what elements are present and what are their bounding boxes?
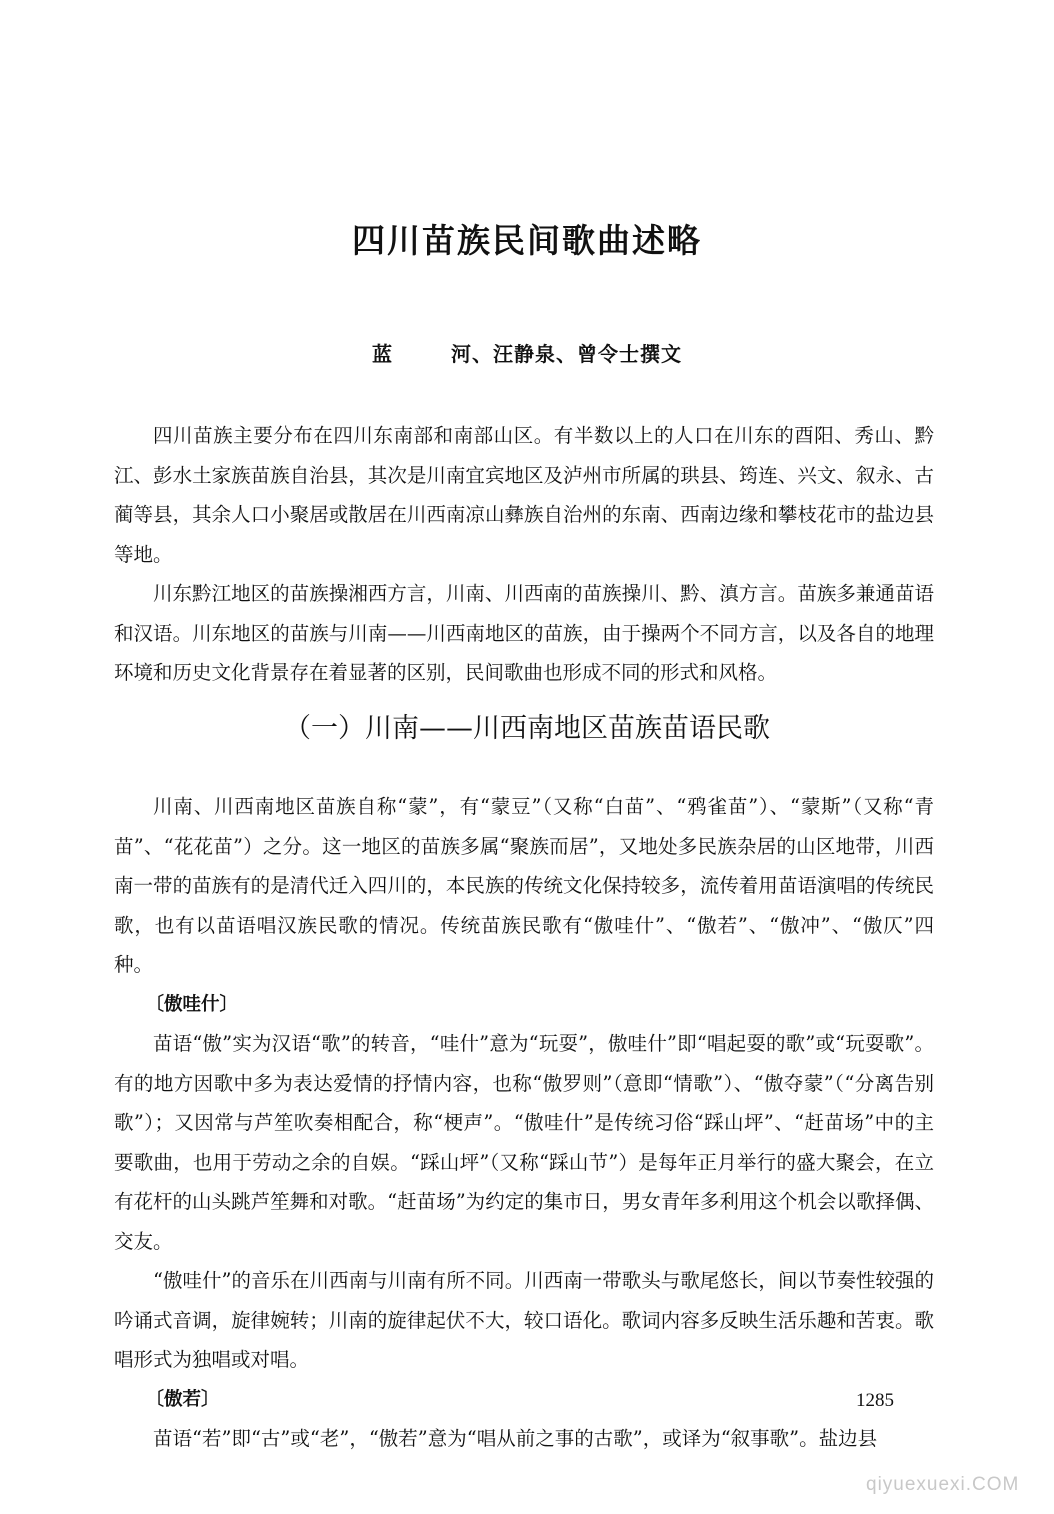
author-rest: 河、汪静泉、曾令士撰文 (450, 342, 682, 366)
subsection-paragraph: 苗语“若”即“古”或“老”，“傲若”意为“唱从前之事的古歌”，或译为“叙事歌”。盐边县 (153, 1427, 878, 1450)
document-title: 四川苗族民间歌曲述略 (352, 221, 702, 260)
subsection-label-aowashi: 〔傲哇什〕 (145, 993, 238, 1015)
subsection-paragraph: “傲哇什”的音乐在川西南与川南有所不同。川西南一带歌头与歌尾悠长，间以节奏性较强的吟诵式音调，旋律婉转；川南的旋律起伏不大，较口语化。歌词内容多反映生活乐趣和苦衷。歌唱形式为独唱或对唱。 (114, 1269, 934, 1371)
section-paragraph: 川南、川西南地区苗族自称“蒙”，有“蒙豆”（又称“白苗”、“鸦雀苗”）、“蒙斯”（又称“青苗”、“花花苗”）之分。这一地区的苗族多属“聚族而居”，又地处多民族杂居的山区地带，川西南一带的苗族有的是清代迁入四川的，本民族的传统文化保持较多，流传着用苗语演唱的传统民歌，也有以苗语唱汉族民歌的情况。传统苗族民歌有“傲哇什”、“傲若”、“傲冲”、“傲仄”四种。 (114, 795, 934, 976)
intro-paragraph: 川东黔江地区的苗族操湘西方言，川南、川西南的苗族操川、黔、滇方言。苗族多兼通苗语和汉语。川东地区的苗族与川南——川西南地区的苗族，由于操两个不同方言，以及各自的地理环境和历史文化背景存在着显著的区别，民间歌曲也形成不同的形式和风格。 (114, 582, 934, 684)
section-body (114, 787, 934, 1459)
page-number: 1285 (856, 1390, 894, 1411)
author-line (0, 338, 1054, 367)
intro-paragraph: 四川苗族主要分布在四川东南部和南部山区。有半数以上的人口在川东的酉阳、秀山、黔江、彭水土家族苗族自治县，其次是川南宜宾地区及泸州市所属的珙县、筠连、兴文、叙永、古蔺等县，其余人口小聚居或散居在川西南凉山彝族自治州的东南、西南边缘和攀枝花市的盐边县等地。 (114, 424, 934, 566)
watermark: qiyuexuexi.COM (866, 1474, 1020, 1495)
author-first: 蓝 (372, 342, 451, 366)
subsection-paragraph: 苗语“傲”实为汉语“歌”的转音，“哇什”意为“玩耍”，傲哇什”即“唱起耍的歌”或“玩耍歌”。有的地方因歌中多为表达爱情的抒情内容，也称“傲罗则”（意即“情歌”）、“傲夺蒙”（“分离告别歌”）；又因常与芦笙吹奏相配合，称“梗声”。“傲哇什”是传统习俗“踩山坪”、“赶苗场”中的主要歌曲，也用于劳动之余的自娱。“踩山坪”（又称“踩山节”）是每年正月举行的盛大聚会，在立有花杆的山头跳芦笙舞和对歌。“赶苗场”为约定的集市日，男女青年多利用这个机会以歌择偶、交友。 (114, 1032, 934, 1253)
subsection-label-aoruo: 〔傲若〕 (145, 1388, 220, 1410)
intro-section (114, 416, 934, 693)
section-heading: （一）川南——川西南地区苗族苗语民歌 (284, 713, 770, 744)
